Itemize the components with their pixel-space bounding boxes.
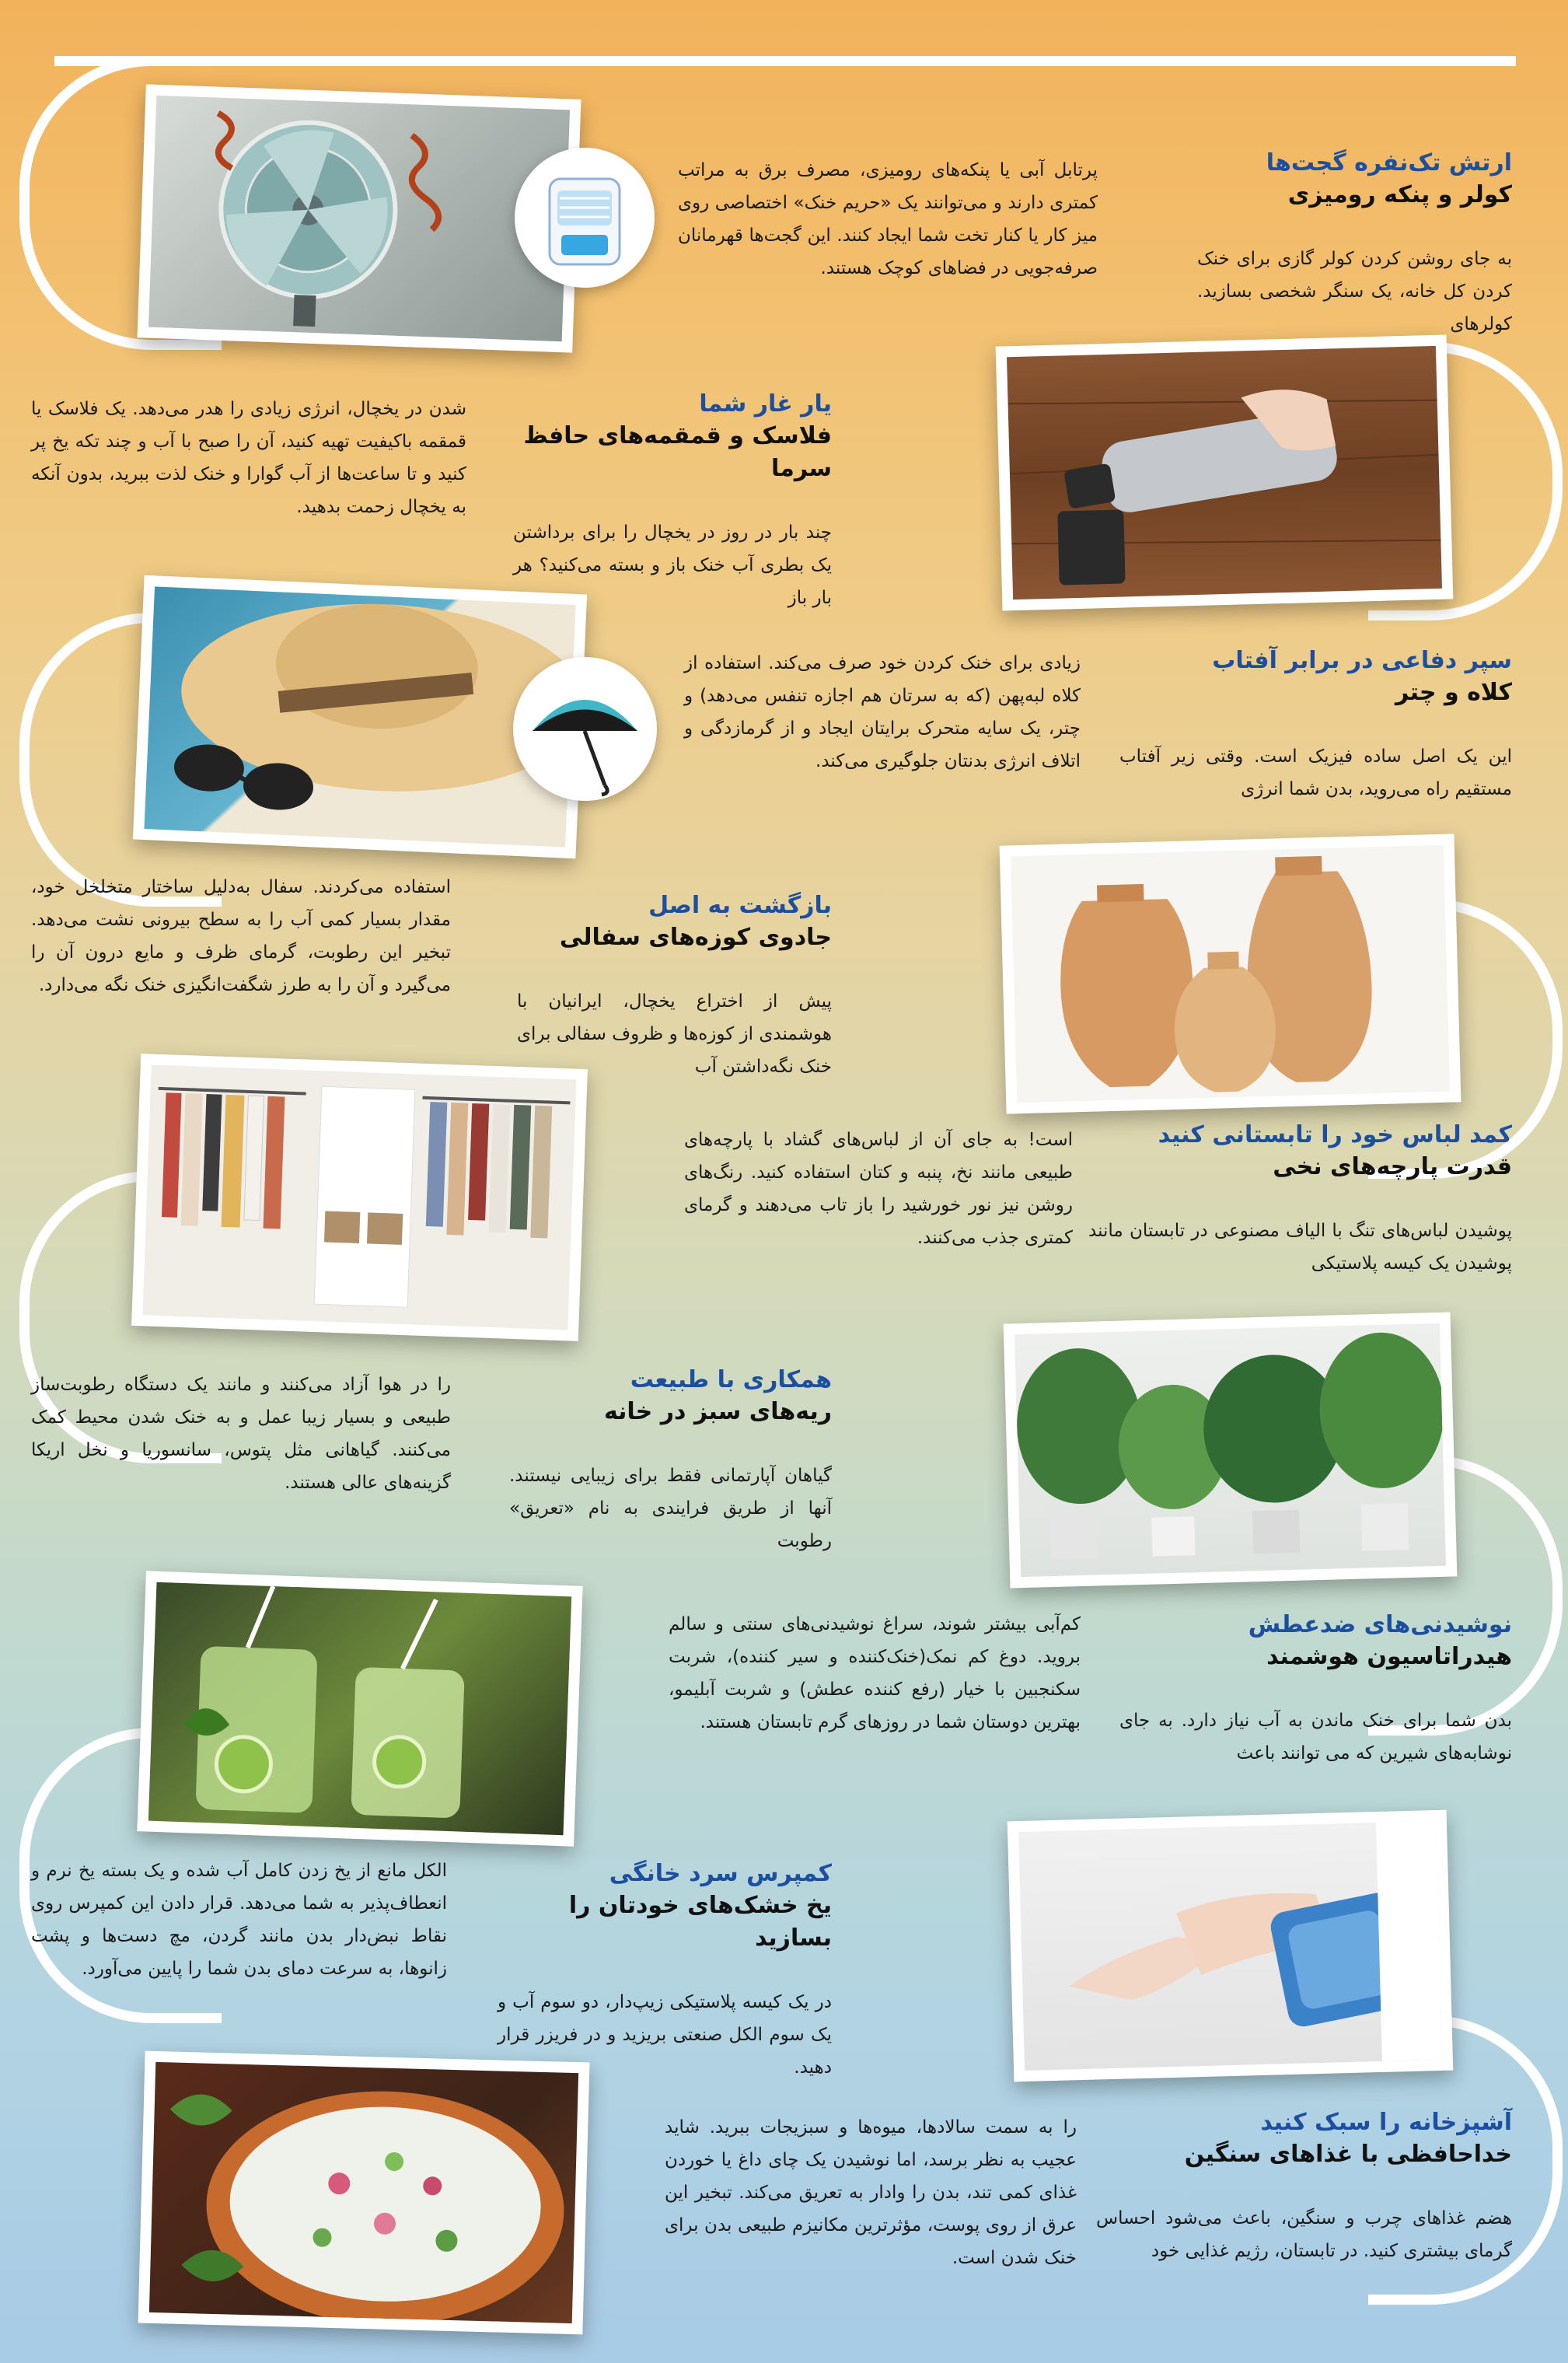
section-title: خداحافظی با غذاهای سنگین — [1184, 2141, 1512, 2168]
section-kicker: کمد لباس خود را تابستانی کنید — [1158, 1121, 1512, 1148]
section-intro: چند بار در روز در یخچال را برای برداشتن یک بطری آب خنک باز و بسته می‌کنید؟ هر بار باز — [513, 523, 832, 608]
wardrobe-photo — [131, 1054, 588, 1341]
section-kicker: ارتش تک‌نفره گجت‌ها — [1266, 149, 1512, 177]
section-intro: پیش از اختراع یخچال، ایرانیان با هوشمندی از کوزه‌ها و ظروف سفالی برای خنک نگه‌داشتن آب — [517, 991, 832, 1077]
section9-body: را به سمت سالادها، میوه‌ها و سبزیجات ببرید. شاید عجیب به نظر برسد، اما نوشیدن یک چای داغ یا خوردن غذای کمی تند، بدن را وادار به تعریق می‌کند. تبخیر این عرق از روی پوست، مؤثرترین مکانیزم طبیعی بدن برای خنک شدن است. — [665, 2117, 1077, 2268]
ice-pack-photo — [1008, 1810, 1454, 2082]
section-kicker: نوشیدنی‌های ضدعطش — [1248, 1611, 1512, 1638]
section-kicker: سپر دفاعی در برابر آفتاب — [1212, 647, 1512, 674]
section4-right-block — [517, 890, 832, 1083]
section7-right-block — [1119, 1610, 1512, 1770]
section4-body: استفاده می‌کردند. سفال به‌دلیل ساختار متخلخل خود، مقدار بسیار کمی آب را به سطح بیرونی نشت می‌دهد. تبخیر این رطوبت، گرمای ظرف و مایع درون آن را می‌گیرد و آن را به طرز شگفت‌انگیزی خنک نگه می‌دارد. — [31, 877, 451, 995]
salad-soup-photo — [138, 2051, 590, 2335]
section9-right-block — [1096, 2107, 1512, 2267]
section-kicker: آشپزخانه را سبک کنید — [1260, 2109, 1512, 2136]
section-kicker: بازگشت به اصل — [648, 892, 832, 919]
section-intro: به جای روشن کردن کولر گازی برای خنک کردن کل خانه، یک سنگر شخصی بسازید. کولرهای — [1197, 249, 1512, 334]
section2-right-block — [513, 389, 832, 614]
section8-right-block — [498, 1858, 832, 2084]
section-kicker: یار غار شما — [699, 390, 832, 418]
portable-cooler-icon — [515, 148, 655, 288]
section5-body: است! به جای آن از لباس‌های گشاد با پارچه‌های طبیعی مانند نخ، پنبه و کتان استفاده کنید. رنگ‌های روشن نیز نور خورشید را باز تاب می‌دهند و گرمای کمتری جذب می‌کنند. — [684, 1130, 1073, 1248]
cucumber-drinks-photo — [137, 1571, 582, 1846]
section-title: یخ خشک‌های خودتان را بسازید — [568, 1892, 832, 1952]
section-title: کلاه و چتر — [1395, 679, 1512, 706]
section1-right-block — [1197, 148, 1512, 341]
clay-pots-photo — [1000, 834, 1461, 1113]
section1-body: پرتابل آبی یا پنکه‌های رومیزی، مصرف برق به مراتب کمتری دارند و می‌توانند یک «حریم خنک» اختصاصی روی میز کار یا کنار تخت شما ایجاد کنند. این گجت‌ها قهرمانان صرفه‌جویی در فضاهای کوچک هستند. — [678, 160, 1098, 278]
section-intro: گیاهان آپارتمانی فقط برای زیبایی نیستند. آنها از طریق فرایندی به نام «تعریق» رطوبت — [509, 1466, 832, 1551]
section7-body: کم‌آبی بیشتر شوند، سراغ نوشیدنی‌های سنتی و سالم بروید. دوغ کم نمک(خنک‌کننده و سیر کننده)، شربت سکنجبین با خیار (رفع کننده عطش) و شربت آبلیمو، بهترین دوستان شما در روزهای گرم تابستان هستند. — [669, 1614, 1081, 1732]
section5-right-block — [1088, 1120, 1512, 1280]
section-kicker: کمپرس سرد خانگی — [609, 1860, 832, 1887]
section6-right-block — [509, 1365, 832, 1557]
section-title: هیدراتاسیون هوشمند — [1266, 1643, 1512, 1670]
section3-right-block — [1119, 645, 1512, 806]
section-title: کولر و پنکه رومیزی — [1287, 181, 1512, 208]
section6-body: را در هوا آزاد می‌کنند و مانند یک دستگاه رطوبت‌ساز طبیعی و بسیار زیبا عمل و به خنک شدن محیط کمک می‌کنند. گیاهانی مثل پتوس، سانسوریا و نخل اریکا گزینه‌های عالی هستند. — [31, 1375, 451, 1493]
section-title: قدرت پارچه‌های نخی — [1273, 1153, 1512, 1180]
section-intro: هضم غذاهای چرب و سنگین، باعث می‌شود احساس گرمای بیشتری کنید. در تابستان، رژیم غذایی خود — [1096, 2208, 1512, 2261]
section-kicker: همکاری با طبیعت — [630, 1366, 832, 1393]
houseplants-photo — [1004, 1313, 1458, 1589]
section-intro: بدن شما برای خنک ماندن به آب نیاز دارد. به جای نوشابه‌های شیرین که می توانند باعث — [1119, 1711, 1512, 1764]
section2-body: شدن در یخچال، انرژی زیادی را هدر می‌دهد. یک فلاسک یا قمقمه باکیفیت تهیه کنید، آن را صبح با آب و چند تکه یخ پر کنید و تا ساعت‌ها از آب گوارا و خنک لذت ببرید، بدون آنکه به یخچال زحمت بدهید. — [31, 399, 466, 517]
section-title: فلاسک و قمقمه‌های حافظ سرما — [523, 422, 832, 482]
section-title: جادوی کوزه‌های سفالی — [559, 924, 832, 951]
section-intro: در یک کیسه پلاستیکی زیپ‌دار، دو سوم آب و یک سوم الکل صنعتی بریزید و در فریزر قرار دهید. — [498, 1992, 832, 2078]
section8-body: الکل مانع از یخ زدن کامل آب شده و یک بسته یخ نرم و انعطاف‌پذیر به شما می‌دهد. قرار دادن این کمپرس روی نقاط نبض‌دار بدن مانند گردن، مچ دست‌ها و پشت زانوها، به سرعت دمای بدن شما را پایین می‌آورد. — [31, 1861, 447, 1979]
thermos-photo — [996, 334, 1454, 610]
section-title: ریه‌های سبز در خانه — [603, 1398, 832, 1425]
section-intro: این یک اصل ساده فیزیک است. وقتی زیر آفتاب مستقیم راه می‌روید، بدن شما انرژی — [1119, 746, 1512, 799]
section3-body: زیادی برای خنک کردن خود صرف می‌کند. استفاده از کلاه لبه‌پهن (که به سرتان هم اجازه تنفس می‌دهد) و چتر، یک سایه متحرک برایتان ایجاد و از گرمازدگی و اتلاف انرژی بدنتان جلوگیری می‌کند. — [684, 653, 1081, 771]
umbrella-icon — [513, 657, 657, 801]
section-intro: پوشیدن لباس‌های تنگ با الیاف مصنوعی در تابستان مانند پوشیدن یک کیسه پلاستیکی — [1088, 1221, 1512, 1274]
